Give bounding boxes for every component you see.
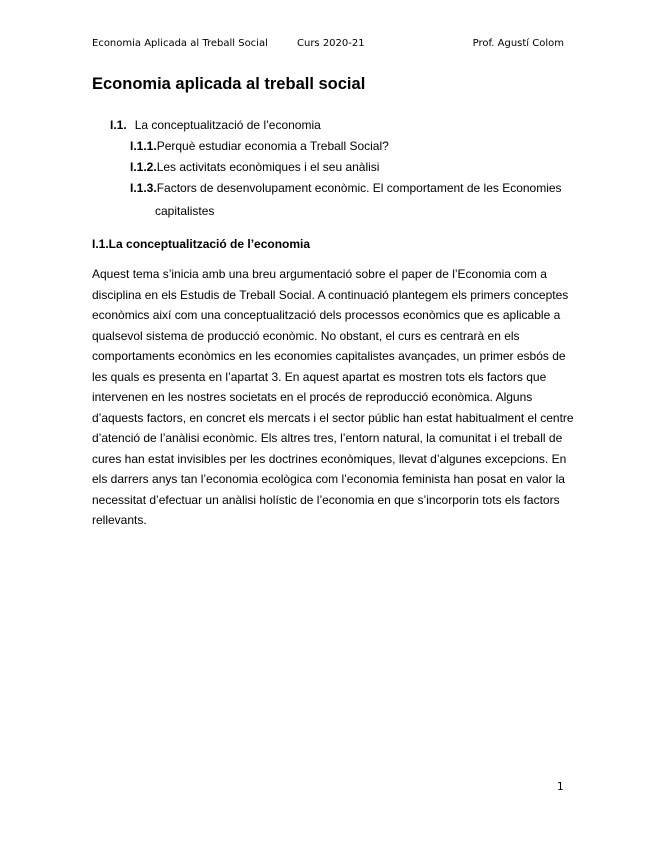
toc-subitem-label: Perquè estudiar economia a Treball Social? <box>156 139 389 153</box>
toc-subitem-number: I.1.1. <box>130 139 157 153</box>
toc-subitem-label: Les activitats econòmiques i el seu anàlisi <box>156 160 380 174</box>
paragraph-line: disciplina en els Estudis de Treball Social. A continuació plantegem els primers conceptes <box>92 287 569 302</box>
paragraph-line: cures han estat invisibles per les doctrines econòmiques, llevat d’algunes excepcions. En <box>92 451 567 466</box>
paragraph-line: els darrers anys tan l’economia ecològica com l’economia feminista han posat en valor la <box>92 472 565 486</box>
toc-subitem-continuation: capitalistes <box>155 204 215 218</box>
page-header <box>92 38 564 54</box>
paragraph-line: rellevants. <box>92 513 147 527</box>
section-heading: I.1.La conceptualització de l’economia <box>92 237 311 251</box>
paragraph-line: econòmics així com una conceptualització dels processos econòmics que es aplicable a <box>92 308 561 322</box>
toc-item-number: I.1. <box>110 118 127 132</box>
toc-subitem-number: I.1.2. <box>130 160 157 174</box>
paragraph-line: comportaments econòmics en les economies capitalistes avançades, un primer esbós de <box>92 349 566 363</box>
paragraph-line: intervenen en les nostres societats en el procés de reproducció econòmica. Alguns <box>92 390 533 404</box>
paragraph-line: qualsevol sistema de producció econòmic. No obstant, el curs es centrarà en els <box>92 328 520 343</box>
paragraph-line: d’aquests factors, en concret els mercats i el sector públic han estat habitualment el centre <box>92 410 574 425</box>
header-academic-year: Curs 2020-21 <box>297 38 365 49</box>
toc-subitem <box>130 181 562 195</box>
toc-item-label: La conceptualització de l’economia <box>134 118 321 132</box>
paragraph-line: les quals es presenta en l’apartat 3. En aquest apartat es mostren tots els factors que <box>92 369 547 384</box>
document-title: Economia aplicada al treball social <box>92 75 366 93</box>
toc-subitem-label: Factors de desenvolupament econòmic. El comportament de les Economies <box>156 181 562 195</box>
paragraph-line: Aquest tema s’inicia amb una breu argumentació sobre el paper de l’Economia com a <box>92 267 547 281</box>
body-paragraph <box>92 264 572 531</box>
toc-subitem <box>130 139 389 153</box>
toc-subitem-number: I.1.3. <box>130 181 157 195</box>
paragraph-line: necessitat d’efectuar un anàlisi holístic de l’economia en que s’incorporin tots els factors <box>92 492 560 507</box>
toc-item-main <box>110 118 321 132</box>
toc-subitem <box>130 160 379 174</box>
header-course-name: Economia Aplicada al Treball Social <box>92 38 268 49</box>
paragraph-line: d’atenció de l’anàlisi econòmic. Els altres tres, l’entorn natural, la comunitat i el treball de <box>92 431 563 445</box>
header-professor: Prof. Agustí Colom <box>472 38 564 49</box>
page-number: 1 <box>557 781 564 793</box>
